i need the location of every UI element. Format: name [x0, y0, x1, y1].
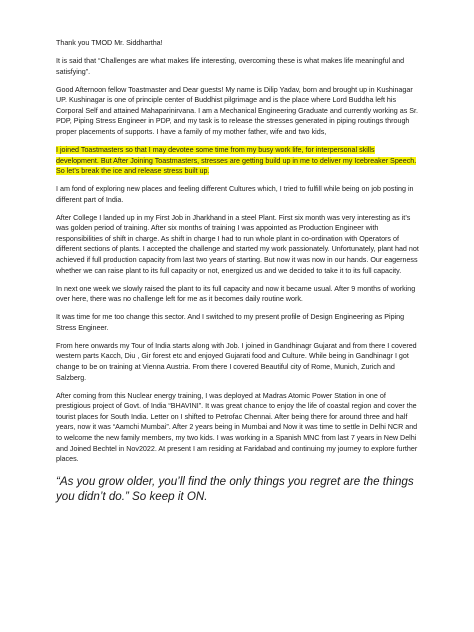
paragraph-exploring: I am fond of exploring new places and feeling different Cultures which, I tried to fulfill while being on job posting in different part of India.	[56, 185, 414, 204]
paragraph-tour-of-india: From here onwards my Tour of India starts along with Job. I joined in Gandhinagr Gujarat and from there I covered western parts Kacch, Diu , Gir forest etc and enjoyed Gujarati food and Culture. While being in Gandhinagr I got change to be on training at Vienna Austria. From there I covered Beautiful city of Rome, Munich, Zurich and Salzberg.	[56, 341, 417, 382]
greeting: Thank you TMOD Mr. Siddhartha!	[56, 39, 163, 47]
paragraph-change-sector: It was time for me too change this sector. And I switched to my present profile of Design Engineering as Piping Stress Engineer.	[56, 313, 405, 332]
paragraph-nuclear-training: After coming from this Nuclear energy training, I was deployed at Madras Atomic Power Station in one of prestigious project of Govt. of India “BHAVINI”. It was great chance to enjoy the life of coastal region and cover the tourist places for South India. Letter on I shifted to Petrofac Chennai. After being there for around three and half years, now it was “Aamchi Mumbai”. After 2 years being in Mumbai and Now it was time to settle in Delhi NCR and to welcome the new family members, my two kids. I was working in a Spanish MNC from last 7 years in New Delhi and Joined Bechtel in Nov2022. At present I am residing at Faridabad and continuing my journey to explore further places.	[56, 391, 418, 464]
paragraph-introduction: Good Afternoon fellow Toastmaster and Dear guests! My name is Dilip Yadav, born and brought up in Kushinagar UP. Kushinagar is one of principle center of Buddhist pilgrimage and is the place where Lord Buddha left his Corporal Self and attained Mahaparinirvana. I am a Mechanical Engineering Graduate and currently working as Sr. PDP, Piping Stress Engineer in PDP, and my task is to release the stresses generated in piping routings through proper placements of supports. I have a family of my mother father, wife and two kids,	[56, 85, 418, 136]
closing-quote: “As you grow older, you’ll find the only things you regret are the things you didn’t do.” So keep it ON.	[56, 474, 414, 504]
paragraph-first-job: After College I landed up in my First Job in Jharkhand in a steel Plant. First six month was very interesting as it’s was golden period of training. After six months of training I was appointed as Production Engineer with responsibilities of shift in charge. As shift in charge I had to run whole plant in co-ordination with Operators of different sections of plants. I accepted the challenge and started my work passionately. Unfortunately, plant had not achieved if full production capacity from last two years of starting. But now it was now in our hands. Our eagerness whether we can raise plant to its full capacity or not, energized us and we decided to take it to its full capacity.	[56, 213, 419, 275]
paragraph-full-capacity: In next one week we slowly raised the plant to its full capacity and now it became usual. After 9 months of working over here, there was no challenge left for me as it becomes daily routine work.	[56, 284, 416, 304]
paragraph-highlighted	[56, 145, 419, 177]
paragraph-quote-intro: It is said that “Challenges are what makes life interesting, overcoming these is what makes life meaningful and satisfying”.	[56, 56, 405, 76]
highlighted-text: I joined Toastmasters so that I may devotee some time from my busy work life, for interpersonal skills development. But After Joining Toastmasters, stresses are getting build up in me to deliver my Icebreaker Speech. So let’s break the ice and release stress built up.	[56, 145, 417, 176]
document-body	[56, 38, 419, 512]
